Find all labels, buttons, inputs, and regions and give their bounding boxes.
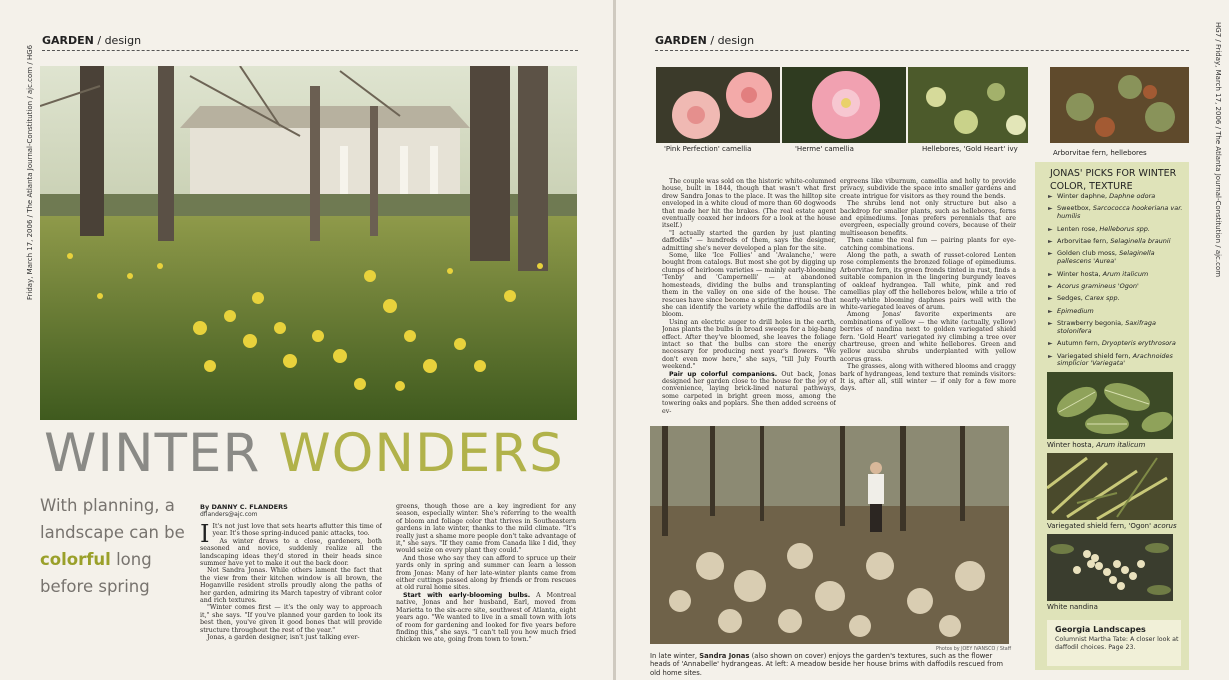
right-section-label xyxy=(655,34,754,47)
list-item xyxy=(1048,308,1188,316)
arrow-icon: ► xyxy=(1048,237,1053,245)
photo-caption: 'Herme' camellia xyxy=(795,145,854,153)
deck xyxy=(40,492,190,600)
plant-name: Winter hosta, xyxy=(1057,269,1101,278)
photo-caption: Arborvitae fern, hellebores xyxy=(1053,149,1147,157)
plant-name: Lenten rose, xyxy=(1057,224,1098,233)
article-column-2 xyxy=(396,503,576,673)
drop-cap: I xyxy=(200,523,210,548)
paragraph: The grasses, along with withered blooms and craggy bark of hydrangeas, lend texture that reminds visitors: It is, after all, still winter — if only for a few more days. xyxy=(840,363,1016,393)
plant-latin: Selaginella braunii xyxy=(1110,236,1171,245)
list-item xyxy=(1048,320,1188,336)
arrow-icon: ► xyxy=(1048,320,1053,328)
caption-latin: Arum italicum xyxy=(1096,441,1146,449)
paragraph: greens, though those are a key ingredient for any season, especially winter. She's referring to the wealth of bloom and foliage color that thrives in Southeastern gardens in late winter, thanks to the mild climate. "It's really just a shame more people don't take advantage of it," she says. "If they came from Canada like I did, they would seize on every plant they could." xyxy=(396,503,576,555)
arrow-icon: ► xyxy=(1048,250,1053,258)
arrow-icon: ► xyxy=(1048,352,1053,360)
sidebar-title: JONAS' PICKS FOR WINTER COLOR, TEXTURE xyxy=(1050,168,1177,192)
hydrangea-garden-photo xyxy=(650,426,1009,644)
list-item xyxy=(1048,193,1188,201)
paragraph: Not Sandra Jonas. While others lament the fact that the view from their kitchen window is all brown, the Hoganville resident strolls proudly along the paths of her garden, admiring its March tapestry of vibrant color and rich textures. xyxy=(200,567,382,605)
paragraph: The couple was sold on the historic white-columned house, built in 1844, though that wasn't what first drew Sandra Jonas to the place. It was the hilltop site enveloped in a white cloud of more than 60 dogwoods that made her hit the brakes. (The real estate agent eventually coaxed her indoors for a look at the house itself.) xyxy=(662,178,836,230)
plant-name: Strawberry begonia, xyxy=(1057,319,1124,328)
subhead-paragraph xyxy=(662,371,836,414)
shield-fern-photo xyxy=(1047,453,1173,520)
paragraph: "I actually started the garden by just planting daffodils" — hundreds of them, says the designer, admitting she's never developed a plan for the site. xyxy=(662,229,836,252)
list-item xyxy=(1048,353,1188,369)
plant-latin: Carex spp. xyxy=(1084,294,1120,303)
left-section-label xyxy=(42,34,141,47)
arrow-icon: ► xyxy=(1048,205,1053,213)
main-photo-caption xyxy=(650,652,1012,676)
deck-before: With planning, a landscape can be xyxy=(40,496,185,542)
caption-name: Variegated shield fern, 'Ogon' xyxy=(1047,522,1151,530)
list-item xyxy=(1048,283,1188,291)
plant-latin: Dryopteris erythrosora xyxy=(1101,339,1176,348)
paragraph: Among Jonas' favorite experiments are combinations of yellow — the white (actually, yellow) berries of nandina next to golden variegated shield fern. 'Gold Heart' variegated ivy climbing a tree over chartreuse, green and white hellebores. Green and yellow aucuba shrubs underplanted with yellow acorus grass. xyxy=(840,311,1016,363)
paragraph: ergreens like viburnum, camellia and holly to provide privacy, subdivide the space into smaller gardens and create intrigue for visitors as they round the bends. xyxy=(840,178,1016,200)
list-item xyxy=(1048,250,1188,266)
byline: By DANNY C. FLANDERS xyxy=(200,503,288,511)
list-item xyxy=(1048,205,1188,221)
paragraph: Jonas, a garden designer, isn't just talking ever- xyxy=(207,634,360,642)
plant-picks-list xyxy=(1048,193,1188,373)
section-main: GARDEN xyxy=(42,34,94,47)
paragraph: Some, like 'Ice Follies' and 'Avalanche,' were bought from catalogs. But most she got by digging up clumps of heirloom varieties — mainly early-blooming 'Tenby' and 'Campernelli' — at abandoned homesteads, dividing the bulbs and transplanting them in the valley on one side of the house. The rescues have since become a springtime ritual so that she can identify the variety while the daffodils are in bloom. xyxy=(662,252,836,319)
headline-word-wonders: WONDERS xyxy=(278,423,564,484)
arrow-icon: ► xyxy=(1048,282,1053,290)
plant-name: Variegated shield fern, xyxy=(1057,351,1131,360)
paragraph: The shrubs lend not only structure but also a backdrop for smaller plants, such as hellebores, ferns and epimediums. Jonas prefers perennials that are evergreen, especially ground covers, because of their multiseason benefits. xyxy=(840,200,1016,237)
author-email[interactable]: dflanders@ajc.com xyxy=(200,511,258,518)
plant-latin: Selaginella pallescens 'Aurea' xyxy=(1057,249,1155,266)
winter-hosta-photo xyxy=(1047,372,1173,439)
caption-before: In late winter, xyxy=(650,652,700,660)
plant-latin: Arachnoides simplicior 'Variegata' xyxy=(1057,351,1173,368)
caption-name: Winter hosta, xyxy=(1047,441,1094,449)
photo-strip xyxy=(656,67,1028,143)
plant-name: Arborvitae fern, xyxy=(1057,236,1109,245)
left-rule xyxy=(42,50,578,51)
white-nandina-photo xyxy=(1047,534,1173,601)
section-main: GARDEN xyxy=(655,34,707,47)
photo-caption xyxy=(1047,603,1098,611)
paragraph: Then came the real fun — pairing plants for eye-catching combinations. xyxy=(840,237,1016,252)
promo-title: Georgia Landscapes xyxy=(1055,625,1146,634)
arrow-icon: ► xyxy=(1048,295,1053,303)
photo-caption: Hellebores, 'Gold Heart' ivy xyxy=(922,145,1018,153)
plant-name: Golden club moss, xyxy=(1057,249,1117,258)
plant-latin: Arum italicum xyxy=(1102,269,1149,278)
plant-latin: Acorus gramineus 'Ogon' xyxy=(1057,281,1139,290)
subhead: Start with early-blooming bulbs. xyxy=(403,591,531,599)
headline-word-winter: WINTER xyxy=(44,423,261,484)
paragraph: It's not just love that sets hearts aflutter this time of year. It's those spring-induced panic attacks, too. xyxy=(212,523,382,538)
subhead-paragraph xyxy=(396,592,576,644)
deck-highlight: colorful xyxy=(40,550,111,569)
subhead: Pair up colorful companions. xyxy=(669,370,778,378)
arrow-icon: ► xyxy=(1048,340,1053,348)
plant-name: Sweetbox, xyxy=(1057,204,1091,213)
plant-name: Autumn fern, xyxy=(1057,339,1100,348)
list-item xyxy=(1048,238,1188,246)
list-item xyxy=(1048,271,1188,279)
photo-caption: 'Pink Perfection' camellia xyxy=(664,145,752,153)
plant-name: Winter daphne, xyxy=(1057,192,1108,200)
plant-latin: Epimedium xyxy=(1057,306,1094,315)
subhead-text: Out back, Jonas designed her garden close to the house for the joy of convenience, laying brick-lined natural pathways, some carpeted in bright green moss, among the towering oaks and poplars. She then added screens of ev- xyxy=(662,370,836,414)
list-item xyxy=(1048,340,1188,348)
plant-latin: Daphne odora xyxy=(1109,192,1156,200)
photo-caption xyxy=(1047,522,1177,530)
arborvitae-fern-photo xyxy=(1050,67,1189,143)
section-sub: / design xyxy=(710,34,755,47)
paragraph: As winter draws to a close, gardeners, both seasoned and novice, suddenly realize all the landscaping ideas they'd stored in their heads since summer have yet to make it out the back door. xyxy=(200,537,382,568)
article-column-3 xyxy=(662,178,836,414)
article-column-1 xyxy=(200,523,382,673)
right-rule xyxy=(655,50,1189,51)
paragraph: And those who say they can afford to spruce up their yards only in spring and summer can learn a lesson from Jonas: Many of her late-winter plants came from either cuttings passed along by friends or from rescues at old rural home sites. xyxy=(396,554,576,592)
paragraph: Using an electric auger to drill holes in the earth, Jonas plants the bulbs in broad sweeps for a big-bang effect. After they've bloomed, she leaves the foliage intact so that the bulbs can store the energy necessary for producing next year's flowers. "We don't even mow here," she says, "till July Fourth weekend." xyxy=(662,318,836,371)
list-item xyxy=(1048,226,1188,234)
caption-name: White nandina xyxy=(1047,603,1098,611)
arrow-icon: ► xyxy=(1048,270,1053,278)
list-item xyxy=(1048,295,1188,303)
daffodil-meadow-photo xyxy=(40,66,577,420)
paragraph: "Winter comes first — it's the only way to approach it," she says. "If you've planned your garden to look its best then, you've given it good bones that will provide structure throughout the rest of the year." xyxy=(200,604,382,634)
photo-credit: Photos by JOEY IVANSCO / Staff xyxy=(936,647,1012,652)
promo-text: Columnist Martha Tate: A closer look at daffodil choices. Page 23. xyxy=(1055,636,1179,651)
deck-after: long before spring xyxy=(40,550,152,596)
section-sub: / design xyxy=(97,34,142,47)
plant-name: Sedges, xyxy=(1057,294,1083,303)
plant-latin: Sarcococca hookeriana var. humilis xyxy=(1057,204,1183,221)
arrow-icon: ► xyxy=(1048,307,1053,315)
caption-after: (also shown on cover) enjoys the garden's textures, such as the flower heads of 'Annabelle' hydrangeas. At left: A meadow beside her house brims with daffodils rescued from old home sites. xyxy=(650,652,1003,676)
paragraph: Along the path, a swath of russet-colored Lenten rose complements the bronzed foliage of epimediums. Arborvitae fern, its green fronds tinted in rust, finds a suitable companion in the lingering burgundy leaves of oakleaf hydrangea. Tall white, pink and red camellias play off the hellebores below, while a trio of nearly-white blooming daphnes pairs well with the white-variegated leaves of arum. xyxy=(840,252,1016,311)
headline xyxy=(44,423,564,484)
right-folio: HG7 / Friday, March 17, 2006 / The Atlanta Journal-Constitution / ajc.com xyxy=(1214,22,1222,278)
caption-latin: acorus xyxy=(1153,522,1177,530)
arrow-icon: ► xyxy=(1048,193,1053,200)
subhead-text: A Montreal native, Jonas and her husband, Earl, moved from Marietta to the six-acre site, southwest of Atlanta, eight years ago. "We wanted to live in a small town with lots of room for gardening and looked for five years before finding this," she says. "I can't tell you how much fried chicken we ate, going from town to town." xyxy=(396,591,576,644)
caption-bold: Sandra Jonas xyxy=(699,652,750,660)
left-folio: Friday, March 17, 2006 / The Atlanta Journal-Constitution / ajc.com / HG6 xyxy=(26,44,34,300)
photo-caption xyxy=(1047,441,1145,449)
plant-latin: Saxifraga stolonifera xyxy=(1057,319,1157,335)
plant-latin: Helleborus spp. xyxy=(1099,224,1150,233)
arrow-icon: ► xyxy=(1048,225,1053,233)
article-column-4 xyxy=(840,178,1016,414)
